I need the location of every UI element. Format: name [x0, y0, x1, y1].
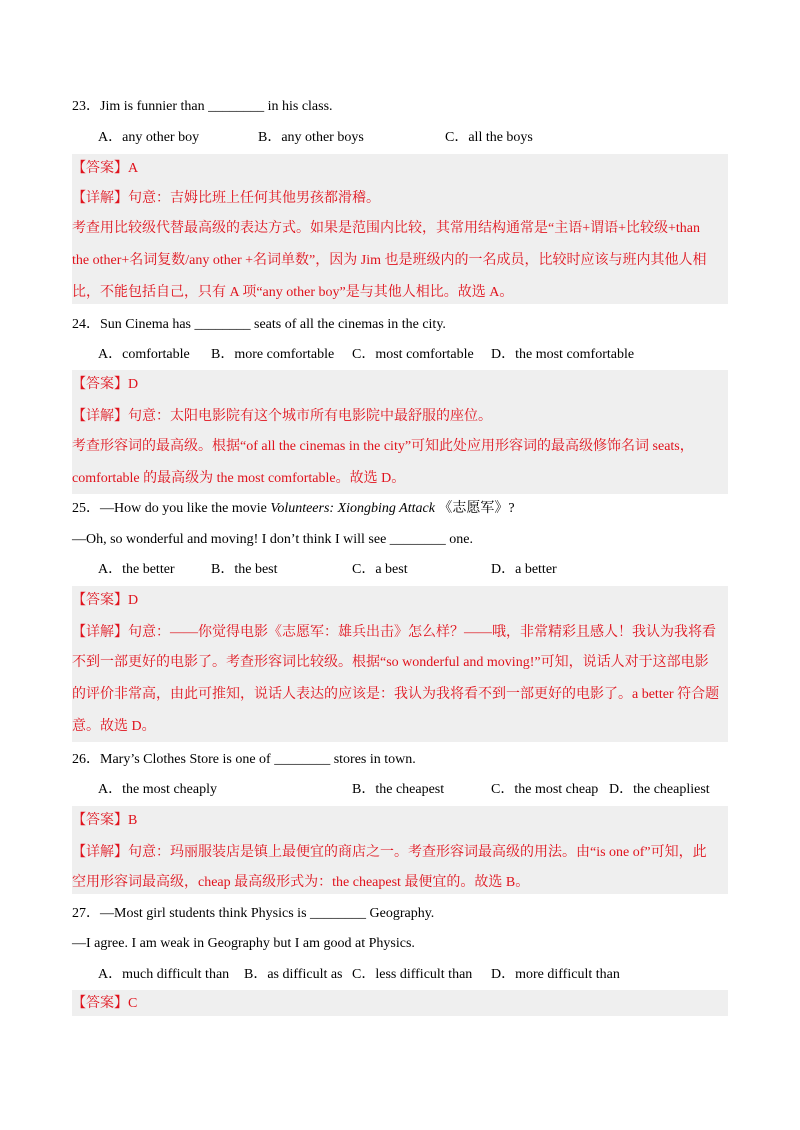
q23-explain-line-1: 【详解】句意：吉姆比班上任何其他男孩都滑稽。 — [72, 191, 380, 206]
q25-explain-line-4: 意。故选 D。 — [72, 719, 156, 734]
q25-explain-line-2: 不到一部更好的电影了。考查形容词比较级。根据“so wonderful and moving!”可知，说话人对于这部电影 — [72, 655, 709, 670]
q27-option-d: D．more difficult than — [491, 967, 620, 982]
q26-answer-block — [72, 806, 728, 894]
q24-option-a: A．comfortable — [98, 347, 190, 362]
q27-option-a: A．much difficult than — [98, 967, 230, 982]
q23-explain-line-2: 考查用比较级代替最高级的表达方式。如果是范围内比较，其常用结构通常是“主语+谓语+比较级+than — [72, 221, 701, 236]
q25-answer: 【答案】D — [72, 593, 139, 608]
q24-answer-block — [72, 370, 728, 494]
q26-option-c: C．the most cheap — [491, 782, 599, 797]
q26-option-b: B．the cheapest — [352, 782, 445, 797]
q25-movie-title: Volunteers: Xiongbing Attack — [270, 501, 435, 516]
q24-answer: 【答案】D — [72, 377, 139, 392]
q24-option-b: B．more comfortable — [211, 347, 335, 362]
q27-answer: 【答案】C — [72, 996, 138, 1011]
q26-answer: 【答案】B — [72, 813, 138, 828]
q24-option-c: C．most comfortable — [352, 347, 474, 362]
q23-explain-line-4: 比，不能包括自己，只有 A 项“any other boy”是与其他人相比。故选 A。 — [72, 285, 514, 300]
question-25-stem — [72, 500, 728, 518]
q25-stem-start: 25．—How do you like the movie — [72, 501, 271, 516]
q26-explain-line-1: 【详解】句意：玛丽服装店是镇上最便宜的商店之一。考查形容词最高级的用法。由“is one of”可知，此 — [72, 845, 707, 860]
q25-option-a: A．the better — [98, 562, 175, 577]
q27-option-b: B．as difficult as — [244, 967, 343, 982]
q25-option-c: C．a best — [352, 562, 408, 577]
q25-stem-end: 《志愿军》? — [434, 501, 515, 516]
q27-answer-block — [72, 990, 728, 1016]
question-24-stem: 24．Sun Cinema has ________ seats of all the cinemas in the city. — [72, 317, 446, 332]
question-27-stem: 27．—Most girl students think Physics is ________ Geography. — [72, 906, 435, 921]
q25-option-d: D．a better — [491, 562, 557, 577]
q25-option-b: B．the best — [211, 562, 278, 577]
q24-explain-line-2: 考查形容词的最高级。根据“of all the cinemas in the city”可知此处应用形容词的最高级修饰名词 seats， — [72, 439, 694, 454]
question-25-stem-2: —Oh, so wonderful and moving! I don’t think I will see ________ one. — [72, 532, 474, 547]
question-23-stem: 23．Jim is funnier than ________ in his class. — [72, 99, 333, 114]
q26-option-a: A．the most cheaply — [98, 782, 217, 797]
q23-explain-line-3: the other+名词复数/any other +名词单数”，因为 Jim 也是班级内的一名成员，比较时应该与班内其他人相 — [72, 253, 707, 268]
q23-option-a: A．any other boy — [98, 130, 200, 145]
q24-explain-line-1: 【详解】句意：太阳电影院有这个城市所有电影院中最舒服的座位。 — [72, 409, 492, 424]
q23-answer-block — [72, 154, 728, 304]
q25-explain-line-1: 【详解】句意：——你觉得电影《志愿军：雄兵出击》怎么样？——哦，非常精彩且感人！我认为我将看 — [72, 625, 716, 640]
q23-option-b: B．any other boys — [258, 130, 364, 145]
q26-explain-line-2: 空用形容词最高级，cheap 最高级形式为：the cheapest 最便宜的。故选 B。 — [72, 875, 530, 890]
q25-answer-block — [72, 586, 728, 742]
q27-option-c: C．less difficult than — [352, 967, 473, 982]
question-26-stem: 26．Mary’s Clothes Store is one of ________ stores in town. — [72, 752, 416, 767]
q23-option-c: C．all the boys — [445, 130, 533, 145]
q23-answer: 【答案】A — [72, 161, 139, 176]
question-27-stem-2: —I agree. I am weak in Geography but I am good at Physics. — [72, 936, 415, 951]
q24-option-d: D．the most comfortable — [491, 347, 635, 362]
q25-explain-line-3: 的评价非常高，由此可推知，说话人表达的应该是：我认为我将看不到一部更好的电影了。a better 符合题 — [72, 687, 720, 702]
q26-option-d: D．the cheapliest — [609, 782, 710, 797]
q24-explain-line-3: comfortable 的最高级为 the most comfortable。故选 D。 — [72, 471, 406, 486]
